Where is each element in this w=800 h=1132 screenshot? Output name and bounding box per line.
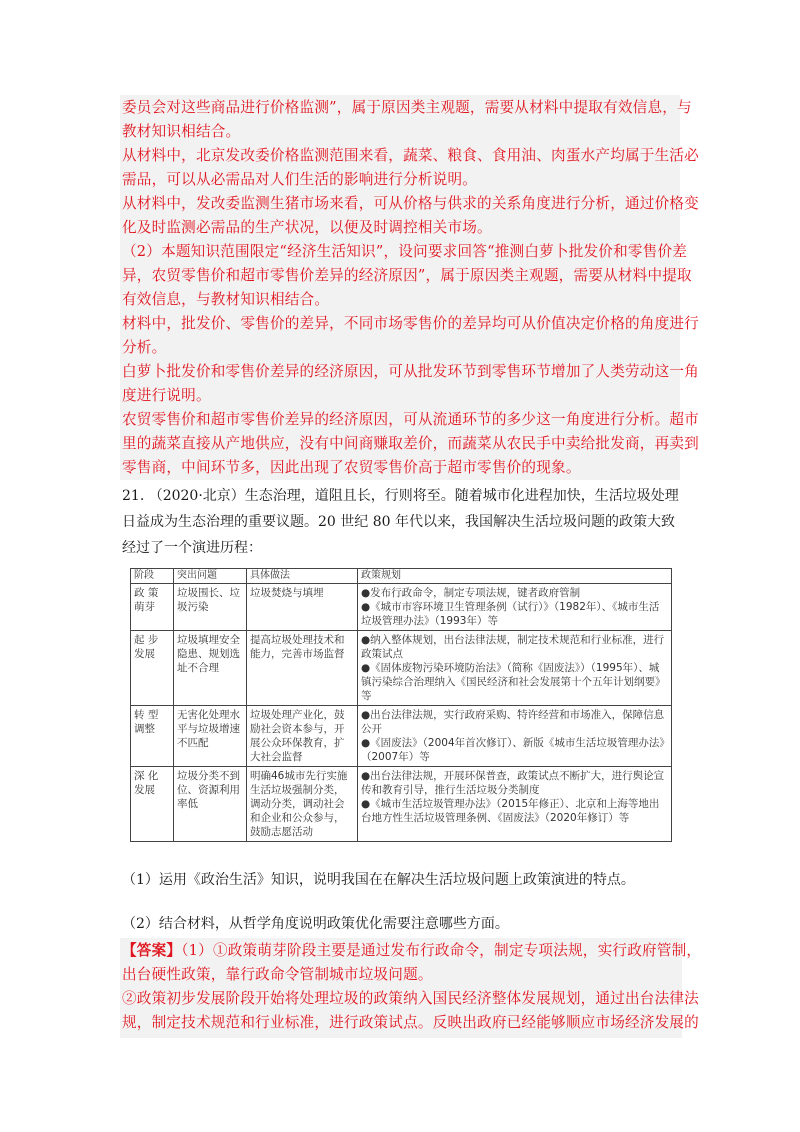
answer-first-line	[122, 941, 702, 961]
policy-cell: ●纳入整体规划，出台法律法规，制定技术规范和行业标准，进行政策试点 ●《固体废物污染环境防治法》（简称《固废法》）（1995年）、城镇污染综合治理纳入《国民经济和社会发展第十个五年计划纲要》等	[358, 631, 672, 706]
answer-line: 需品，可以从必需品对人们生活的影响进行分析说明。	[122, 171, 478, 188]
answer-line: 分析。	[122, 339, 167, 356]
table-header: 阶段	[131, 569, 174, 584]
practice-cell: 垃圾处理产业化，鼓励社会资本参与，开展公众环保教育，扩大社会监督	[247, 706, 358, 767]
table-header: 政策规划	[358, 569, 672, 584]
answer-line: 规，制定技术规范和行业标准，进行政策试点。反映出政府已经能够顺应市场经济发展的	[122, 1014, 699, 1031]
policy-cell: ●出台法律法规，实行政府采购、特许经营和市场准入，保障信息公开 ●《固废法》（2004年首次修订）、新版《城市生活垃圾管理办法》（2007年）等	[358, 706, 672, 767]
table-header: 突出问题	[174, 569, 247, 584]
table-row	[131, 584, 672, 631]
answer-line: 异，农贸零售价和超市零售价差异的经济原因”，属于原因类主观题，需要从材料中提取	[122, 267, 692, 284]
policy-evolution-table	[130, 568, 672, 838]
question-intro-line: 日益成为生态治理的重要议题。20 世纪 80 年代以来，我国解决生活垃圾问题的政策大致	[122, 514, 675, 530]
answer-line: 从材料中，北京发改委价格监测范围来看，蔬菜、粮食、食用油、肉蛋水产均属于生活必	[122, 147, 699, 164]
stage-cell: 起 步 发展	[131, 631, 174, 706]
answer-text: （1）①政策萌芽阶段主要是通过发布行政命令，制定专项法规，实行政府管制，	[181, 942, 702, 959]
answer-line: ②政策初步发展阶段开始将处理垃圾的政策纳入国民经济整体发展规划，通过出台法律法	[122, 990, 699, 1007]
sub-question-2: （2）结合材料，从哲学角度说明政策优化需要注意哪些方面。	[122, 916, 509, 932]
practice-cell: 提高垃圾处理技术和能力，完善市场监督	[247, 631, 358, 706]
question-intro-line: 21. （2020·北京）生态治理，道阻且长，行则将至。随着城市化进程加快，生活垃圾处理	[122, 488, 679, 504]
answer-line: 化及时监测必需品的生产状况，以便及时调控相关市场。	[122, 219, 492, 236]
answer-line: 度进行说明。	[122, 387, 211, 404]
policy-cell: ●出台法律法规，开展环保普查，政策试点不断扩大，进行舆论宣传和教育引导，推行生活垃圾分类制度 ●《城市生活垃圾管理办法》（2015年修正）、北京和上海等地出台地方性生活垃圾管理条例、《固废法》（2020年修订）等	[358, 767, 672, 842]
question-intro-line: 经过了一个演进历程：	[122, 540, 262, 556]
answer-line: 教材知识相结合。	[122, 123, 241, 140]
answer-line: 零售商，中间环节多，因此出现了农贸零售价高于超市零售价的现象。	[122, 459, 581, 476]
problem-cell: 垃圾围长、垃圾污染	[174, 584, 247, 631]
practice-cell: 明确46城市先行实施生活垃圾强制分类，调动分类，调动社会和企业和公众参与，鼓励志愿活动	[247, 767, 358, 842]
answer-line: 农贸零售价和超市零售价差异的经济原因，可从流通环节的多少这一角度进行分析。超市	[122, 411, 699, 428]
answer-line: 委员会对这些商品进行价格监测”，属于原因类主观题，需要从材料中提取有效信息，与	[122, 99, 692, 116]
answer-line: （2）本题知识范围限定“经济生活知识”，设问要求回答“推测白萝卜批发价和零售价差	[122, 243, 688, 260]
table-row	[131, 767, 672, 842]
stage-cell: 转 型 调整	[131, 706, 174, 767]
table-header: 具体做法	[247, 569, 358, 584]
policy-cell: ●发布行政命令，制定专项法规，键者政府管制 ●《城市市容环境卫生管理条例（试行）》（1982年）、《城市生活垃圾管理办法》（1993年）等	[358, 584, 672, 631]
table-row	[131, 631, 672, 706]
sub-question-1: （1）运用《政治生活》知识，说明我国在在解决生活垃圾问题上政策演进的特点。	[122, 872, 635, 888]
stage-cell: 政 策 萌芽	[131, 584, 174, 631]
answer-line: 白萝卜批发价和零售价差异的经济原因，可从批发环节到零售环节增加了人类劳动这一角	[122, 363, 699, 380]
answer-label: 【答案】	[122, 942, 182, 959]
stage-cell: 深 化 发展	[131, 767, 174, 842]
problem-cell: 无害化处理水平与垃圾增速不匹配	[174, 706, 247, 767]
answer-line: 出台硬性政策，靠行政命令管制城市垃圾问题。	[122, 966, 433, 983]
answer-line: 有效信息，与教材知识相结合。	[122, 291, 330, 308]
problem-cell: 垃圾分类不到位、资源利用率低	[174, 767, 247, 842]
answer-line: 里的蔬菜直接从产地供应，没有中间商赚取差价，而蔬菜从农民手中卖给批发商，再卖到	[122, 435, 699, 452]
answer-line: 从材料中，发改委监测生猪市场来看，可从价格与供求的关系角度进行分析，通过价格变	[122, 195, 699, 212]
practice-cell: 垃圾焚烧与填埋	[247, 584, 358, 631]
answer-line: 材料中，批发价、零售价的差异，不同市场零售价的差异均可从价值决定价格的角度进行	[122, 315, 699, 332]
table-row	[131, 706, 672, 767]
problem-cell: 垃圾填埋安全隐患、规划选址不合理	[174, 631, 247, 706]
